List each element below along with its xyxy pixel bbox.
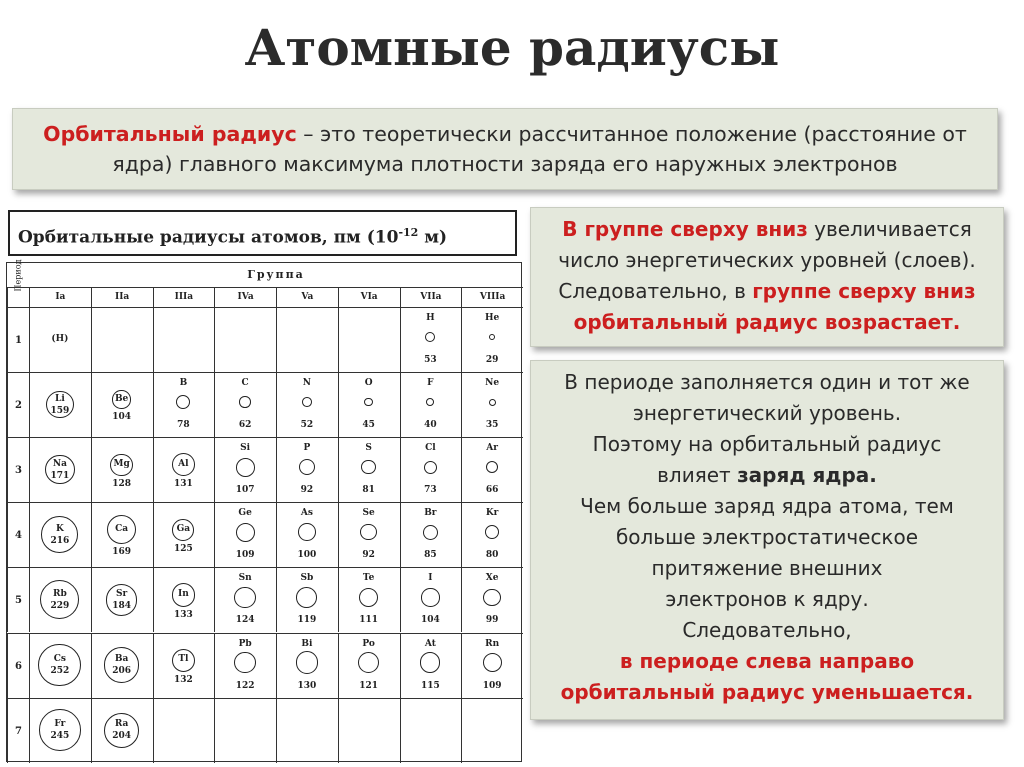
element-n	[276, 372, 338, 437]
atom-circle	[41, 516, 78, 553]
atom-circle	[425, 332, 435, 342]
element-symbol: Be	[114, 393, 129, 404]
element-symbol: Cs	[53, 654, 66, 665]
period-trend-line-8: электронов к ядру.	[665, 587, 869, 611]
table-cell	[276, 698, 338, 763]
element-li	[29, 372, 91, 437]
table-caption-text: Орбитальные радиусы атомов, пм (10	[18, 227, 399, 248]
element-kr	[461, 502, 523, 567]
atom-circle	[361, 460, 376, 475]
atom-circle	[364, 398, 373, 407]
atom-circle	[485, 525, 499, 539]
radius-value: 35	[485, 420, 499, 431]
element-symbol: C	[241, 378, 249, 389]
group-trend-box	[530, 207, 1004, 347]
element-symbol: N	[302, 378, 311, 389]
radius-value: 85	[424, 550, 437, 561]
element-f	[400, 372, 462, 437]
element-symbol: Ca	[115, 523, 129, 534]
element-symbol: Tl	[178, 654, 189, 665]
radius-value: 122	[235, 680, 255, 691]
atom-circle	[40, 580, 79, 619]
period-trend-line-7: притяжение внешних	[651, 556, 883, 580]
period-trend-box	[530, 360, 1004, 720]
radius-value: 132	[173, 674, 193, 685]
group-column-header: Va	[276, 287, 338, 307]
radius-value: 92	[362, 550, 375, 561]
group-trend-line-4: орбитальный радиус возрастает.	[573, 310, 961, 334]
element-symbol: Rb	[52, 588, 67, 599]
table-cell	[461, 698, 523, 763]
element-pb	[214, 633, 276, 698]
radius-value: 66	[485, 485, 499, 496]
element-symbol: H	[426, 313, 435, 323]
radius-value: 119	[297, 615, 317, 626]
element-be	[91, 372, 153, 437]
atom-circle	[239, 396, 250, 407]
element-symbol: Na	[52, 458, 67, 469]
element-si	[214, 437, 276, 502]
radius-value: 133	[173, 609, 193, 620]
element-po	[338, 633, 400, 698]
element-tl	[153, 633, 215, 698]
element-symbol: Sb	[300, 573, 314, 584]
group-column-header: IIIa	[153, 287, 215, 307]
radius-value: 245	[50, 731, 70, 742]
element-symbol: Cl	[425, 443, 436, 454]
radius-value: 229	[50, 600, 70, 611]
element-symbol: As	[300, 508, 313, 519]
element-ge	[214, 502, 276, 567]
element-fr	[29, 698, 91, 763]
table-cell	[400, 698, 462, 763]
element-symbol: Ar	[486, 443, 498, 454]
atom-circle	[104, 713, 139, 748]
element-at	[400, 633, 462, 698]
radius-value: 81	[362, 485, 375, 496]
table-cell	[153, 307, 215, 372]
element-symbol: K	[55, 523, 64, 534]
radius-value: 73	[424, 485, 437, 496]
atom-circle	[236, 523, 255, 542]
element-symbol: Te	[362, 573, 375, 584]
element-sr	[91, 567, 153, 632]
radius-value: 107	[235, 485, 255, 496]
element-symbol: Rn	[485, 638, 500, 649]
period-number: 4	[7, 502, 29, 567]
element-ba	[91, 633, 153, 698]
element-ra	[91, 698, 153, 763]
period-number: 3	[7, 437, 29, 502]
radius-value: 124	[235, 615, 255, 626]
group-trend-line-2: число энергетических уровней (слоев).	[558, 248, 976, 272]
element-s	[338, 437, 400, 502]
atom-circle	[421, 588, 439, 606]
atom-circle	[489, 334, 495, 340]
radius-value: 29	[485, 355, 499, 366]
atom-circle	[483, 589, 501, 607]
element-ar	[461, 437, 523, 502]
element-symbol: Ge	[238, 508, 252, 519]
element-b	[153, 372, 215, 437]
element-symbol: (H)	[51, 333, 69, 344]
element-na	[29, 437, 91, 502]
atom-circle	[420, 652, 440, 672]
element-o	[338, 372, 400, 437]
element-symbol: Ne	[485, 378, 500, 389]
atom-circle	[234, 652, 255, 673]
element-symbol: Li	[55, 393, 65, 404]
element-symbol: Ga	[176, 523, 191, 534]
radius-value: 159	[50, 405, 70, 416]
element-symbol: B	[179, 378, 188, 389]
element-symbol: Mg	[113, 458, 130, 469]
element-bi	[276, 633, 338, 698]
group-column-header: IVa	[214, 287, 276, 307]
period-trend-line-2: энергетический уровень.	[632, 401, 902, 425]
element-symbol: Fr	[54, 719, 66, 730]
atom-circle	[426, 398, 434, 406]
element-symbol: Bi	[301, 638, 313, 649]
atom-circle	[38, 644, 81, 687]
group-column-header: IIa	[91, 287, 153, 307]
radius-value: 130	[297, 680, 317, 691]
radius-value: 206	[112, 666, 132, 677]
period-trend-line-5: Чем больше заряд ядра атома, тем	[580, 494, 954, 518]
table-cell	[338, 307, 400, 372]
atom-circle	[296, 587, 317, 608]
element-symbol: Po	[362, 638, 375, 649]
period-number: 6	[7, 633, 29, 698]
radius-value: 80	[485, 550, 499, 561]
element-se	[338, 502, 400, 567]
element-symbol: S	[365, 443, 372, 454]
element-symbol: Xe	[485, 573, 499, 584]
radius-value: 104	[420, 615, 440, 626]
period-header: Период	[13, 259, 23, 292]
atom-circle	[236, 458, 255, 477]
radius-value: 40	[424, 420, 437, 431]
radius-value: 169	[112, 547, 132, 558]
element-mg	[91, 437, 153, 502]
radius-value: 52	[300, 420, 314, 431]
element-symbol: P	[303, 443, 311, 454]
period-number: 7	[7, 698, 29, 763]
element-ne	[461, 372, 523, 437]
element-as	[276, 502, 338, 567]
group-column-header: VIIIa	[461, 287, 523, 307]
element-symbol: Ba	[114, 654, 129, 665]
radius-value: 252	[50, 666, 70, 677]
radius-value: 171	[50, 470, 70, 481]
element-symbol: Br	[424, 508, 437, 519]
element-ca	[91, 502, 153, 567]
radius-value: 125	[173, 543, 193, 554]
radius-value: 100	[297, 550, 317, 561]
element-h	[400, 307, 462, 372]
atom-circle	[39, 709, 81, 751]
atom-circle	[423, 525, 438, 540]
atom-circle	[360, 524, 376, 540]
radius-value: 109	[482, 680, 502, 691]
period-trend-line-11: орбитальный радиус уменьшается.	[560, 680, 974, 704]
radius-value: 128	[112, 478, 132, 489]
atom-circle	[489, 399, 496, 406]
definition-box	[12, 108, 998, 190]
radius-value: 111	[359, 615, 379, 626]
element-symbol: Sn	[238, 573, 252, 584]
element-xe	[461, 567, 523, 632]
period-trend-line-1: В периоде заполняется один и тот же	[564, 370, 970, 394]
element-in	[153, 567, 215, 632]
radius-value: 45	[362, 420, 375, 431]
table-caption-exponent: -12	[398, 226, 419, 239]
element-symbol: O	[364, 378, 373, 389]
group-header: Группа	[247, 268, 305, 281]
element-h	[29, 307, 91, 372]
radius-value: 99	[485, 615, 499, 626]
radius-value: 53	[424, 355, 437, 366]
element-symbol: F	[427, 378, 434, 389]
element-symbol: Kr	[485, 508, 499, 519]
radius-value: 109	[235, 550, 255, 561]
radius-value: 131	[173, 479, 193, 490]
period-trend-line-10: в периоде слева направо	[619, 649, 915, 673]
table-cell	[153, 698, 215, 763]
table-caption-unit: м)	[418, 227, 448, 248]
period-number: 1	[7, 307, 29, 372]
radius-value: 216	[50, 535, 70, 546]
table-cell	[276, 307, 338, 372]
atom-circle	[486, 461, 498, 473]
element-al	[153, 437, 215, 502]
atom-circle	[299, 459, 315, 475]
radius-value: 121	[359, 680, 379, 691]
atom-circle	[298, 523, 316, 541]
radius-value: 104	[112, 411, 132, 422]
group-column-header: Ia	[29, 287, 91, 307]
atom-circle	[359, 588, 379, 608]
definition-term: Орбитальный радиус	[43, 122, 297, 146]
period-header-corner	[7, 287, 29, 307]
element-cs	[29, 633, 91, 698]
period-number: 2	[7, 372, 29, 437]
atom-circle	[104, 647, 139, 682]
table-cell	[214, 307, 276, 372]
element-symbol: Ra	[114, 719, 129, 730]
atom-circle	[176, 395, 190, 409]
definition-text: – это теоретически рассчитанное положение (расстояние от ядра) главного максимума плотности заряда его наружных электронов	[112, 122, 967, 176]
radius-value: 115	[420, 680, 440, 691]
element-p	[276, 437, 338, 502]
element-symbol: Al	[178, 458, 189, 469]
element-symbol: Si	[240, 443, 251, 454]
atom-circle	[296, 651, 319, 674]
radius-value: 62	[238, 420, 252, 431]
radius-value: 184	[112, 600, 132, 611]
period-number: 5	[7, 567, 29, 632]
table-cell	[91, 307, 153, 372]
atom-circle	[483, 653, 502, 672]
element-symbol: Pb	[238, 638, 252, 649]
group-trend-line-1: В группе сверху вниз увеличивается	[562, 217, 972, 241]
element-cl	[400, 437, 462, 502]
element-c	[214, 372, 276, 437]
group-column-header: VIIa	[400, 287, 462, 307]
group-column-header: VIa	[338, 287, 400, 307]
atom-circle	[358, 652, 379, 673]
element-br	[400, 502, 462, 567]
period-trend-line-9: Следовательно,	[682, 618, 852, 642]
element-symbol: He	[485, 313, 500, 323]
element-symbol: In	[177, 588, 189, 599]
table-cell	[214, 698, 276, 763]
period-trend-line-3: Поэтому на орбитальный радиус	[592, 432, 942, 456]
element-rn	[461, 633, 523, 698]
atom-circle	[302, 397, 312, 407]
element-symbol: Sr	[116, 588, 128, 599]
element-symbol: Se	[362, 508, 375, 519]
element-k	[29, 502, 91, 567]
radius-value: 78	[177, 420, 190, 431]
orbital-radii-table	[6, 259, 522, 762]
period-trend-line-4: влияет заряд ядра.	[657, 463, 877, 487]
element-i	[400, 567, 462, 632]
page-title: Атомные радиусы	[244, 18, 780, 77]
element-rb	[29, 567, 91, 632]
element-symbol: I	[428, 573, 433, 584]
element-ga	[153, 502, 215, 567]
period-trend-line-6: больше электростатическое	[615, 525, 919, 549]
radius-value: 92	[300, 485, 314, 496]
element-sb	[276, 567, 338, 632]
element-symbol: At	[424, 638, 436, 649]
radius-value: 204	[112, 731, 132, 742]
atom-circle	[424, 461, 437, 474]
element-sn	[214, 567, 276, 632]
table-caption	[8, 210, 517, 256]
table-cell	[338, 698, 400, 763]
atom-circle	[234, 587, 256, 609]
element-he	[461, 307, 523, 372]
group-trend-line-3: Следовательно, в группе сверху вниз	[558, 279, 976, 303]
element-te	[338, 567, 400, 632]
